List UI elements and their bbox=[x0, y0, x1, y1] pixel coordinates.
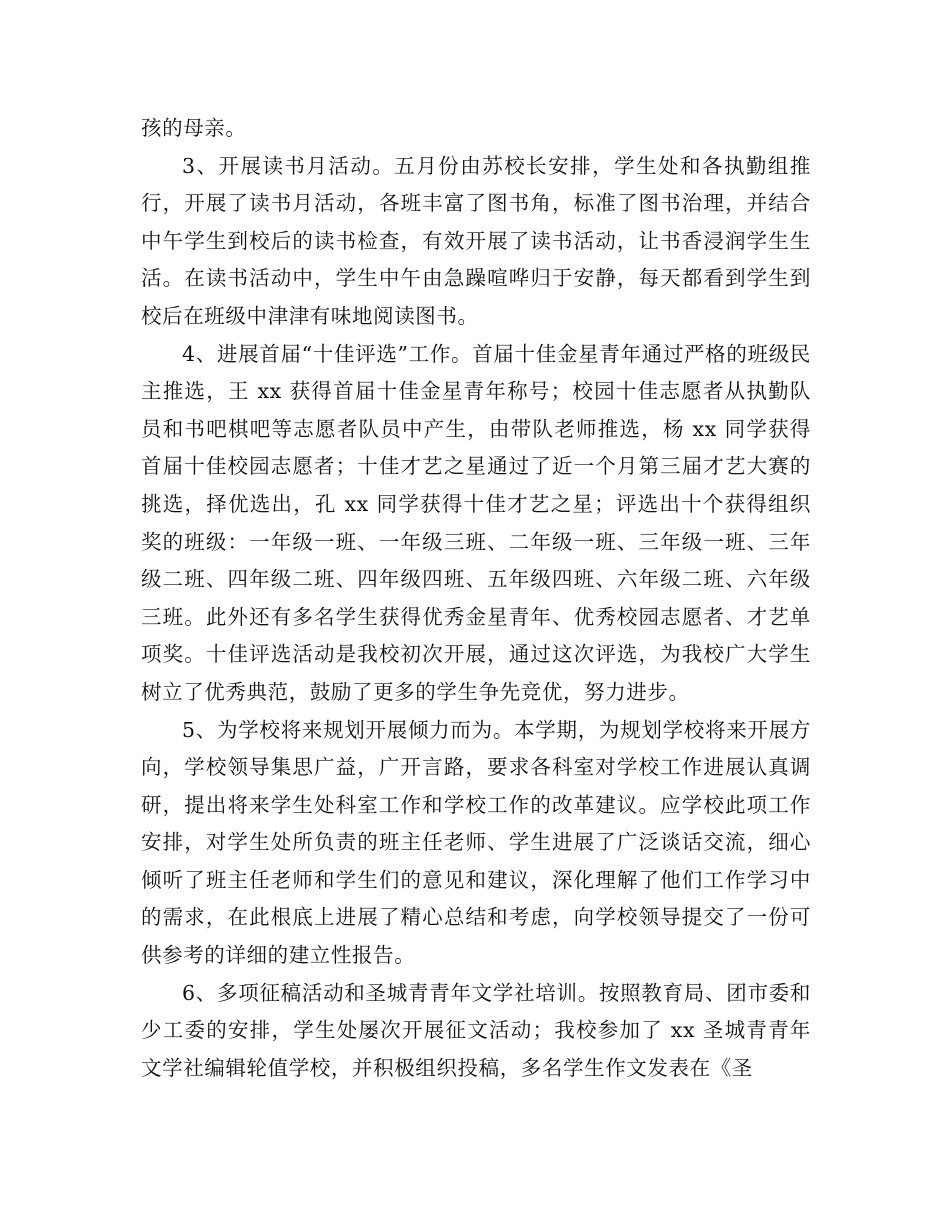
paragraph-reading-month: 3、开展读书月活动。五月份由苏校长安排，学生处和各执勤组推行，开展了读书月活动，各班丰富了图书角，标准了图书治理，并结合中午学生到校后的读书检查，有效开展了读书活动，让书香浸润学生生活。在读书活动中，学生中午由急躁喧哗归于安静，每天都看到学生到校后在班级中津津有味地阅读图书。 bbox=[141, 153, 811, 328]
paragraph-top-ten-selection: 4、进展首届“十佳评选”工作。首届十佳金星青年通过严格的班级民主推选，王 xx 获得首届十佳金星青年称号；校园十佳志愿者从执勤队员和书吧棋吧等志愿者队员中产生，由带队老师推选，杨 xx 同学获得首届十佳校园志愿者；十佳才艺之星通过了近一个月第三届才艺大赛的挑选，择优选出，孔 xx 同学获得十佳才艺之星；评选出十个获得组织奖的班级：一年级一班、一年级三班、二年级一班、三年级一班、三年级二班、四年级二班、四年级四班、五年级四班、六年级二班、六年级三班。此外还有多名学生获得优秀金星青年、优秀校园志愿者、才艺单项奖。十佳评选活动是我校初次开展，通过这次评选，为我校广大学生树立了优秀典范，鼓励了更多的学生争先竞优，努力进步。 bbox=[141, 341, 811, 704]
paragraph-essay-activities: 6、多项征稿活动和圣城青青年文学社培训。按照教育局、团市委和少工委的安排，学生处屡次开展征文活动；我校参加了 xx 圣城青青年文学社编辑轮值学校，并积极组织投稿，多名学生作文发表在《圣 bbox=[141, 980, 811, 1080]
document-body bbox=[141, 110, 811, 1087]
paragraph-continuation: 孩的母亲。 bbox=[141, 116, 247, 140]
paragraph-school-planning: 5、为学校将来规划开展倾力而为。本学期，为规划学校将来开展方向，学校领导集思广益，广开言路，要求各科室对学校工作进展认真调研，提出将来学生处科室工作和学校工作的改革建议。应学校此项工作安排，对学生处所负责的班主任老师、学生进展了广泛谈话交流，细心倾听了班主任老师和学生们的意见和建议，深化理解了他们工作学习中的需求，在此根底上进展了精心总结和考虑，向学校领导提交了一份可供参考的详细的建立性报告。 bbox=[141, 717, 811, 968]
